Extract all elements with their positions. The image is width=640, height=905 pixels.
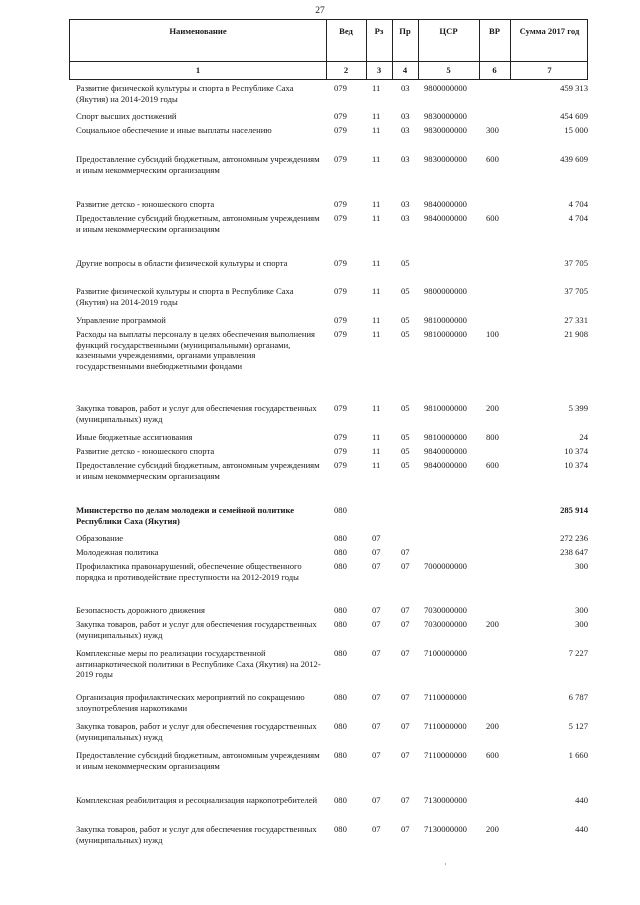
row-vr: 200 [486, 619, 499, 629]
row-ved: 080 [334, 561, 347, 571]
row-name: Комплексная реабилитация и ресоциализация наркопотребителей [76, 795, 318, 805]
row-ved: 080 [334, 533, 347, 543]
row-name: Закупка товаров, работ и услуг для обеспечения государственных (муниципальных) нужд [76, 721, 317, 742]
row-vr: 300 [486, 125, 499, 135]
row-vr: 600 [486, 460, 499, 470]
row-name: Организация профилактических мероприятий по сокращению злоупотребления наркотиками [76, 692, 305, 713]
row-rz: 11 [372, 83, 381, 93]
row-csr: 7030000000 [424, 619, 467, 629]
row-name: Предоставление субсидий бюджетным, автономным учреждениям и иным некоммерческим организациям [76, 154, 320, 175]
row-sum: 5 399 [568, 403, 588, 413]
page-number: 27 [315, 6, 325, 16]
row-name: Предоставление субсидий бюджетным, автономным учреждениям и иным некоммерческим организациям [76, 460, 320, 481]
row-rz: 11 [372, 446, 381, 456]
row-csr: 9810000000 [424, 329, 467, 339]
row-pr: 07 [401, 795, 410, 805]
header-col-number: 3 [376, 65, 382, 75]
row-pr: 05 [401, 403, 410, 413]
row-sum: 238 647 [560, 547, 588, 557]
row-ved: 079 [334, 258, 347, 268]
row-csr: 9830000000 [424, 125, 467, 135]
row-pr: 05 [401, 258, 410, 268]
row-rz: 11 [372, 154, 381, 164]
row-ved: 079 [334, 432, 347, 442]
header-col-number: 6 [492, 65, 497, 75]
row-name: Управление программой [76, 315, 166, 325]
row-rz: 07 [372, 692, 381, 702]
row-ved: 079 [334, 111, 347, 121]
row-rz: 11 [372, 199, 381, 209]
row-sum: 15 000 [564, 125, 588, 135]
row-pr: 05 [401, 432, 410, 442]
row-ved: 079 [334, 329, 347, 339]
row-csr: 7110000000 [424, 692, 467, 702]
row-name: Образование [76, 533, 124, 543]
row-pr: 03 [401, 111, 410, 121]
row-name: Развитие физической культуры и спорта в Республике Саха (Якутия) на 2014-2019 годы [76, 83, 294, 104]
row-sum: 439 609 [560, 154, 588, 164]
row-rz: 11 [372, 111, 381, 121]
row-rz: 11 [372, 460, 381, 470]
row-csr: 7030000000 [424, 605, 467, 615]
row-pr: 05 [401, 329, 410, 339]
row-sum: 21 908 [564, 329, 588, 339]
header-ved: Вед [339, 26, 353, 36]
row-ved: 080 [334, 795, 347, 805]
row-sum: 6 787 [568, 692, 588, 702]
row-sum: 37 705 [564, 258, 588, 268]
row-sum: 4 704 [568, 199, 588, 209]
row-ved: 079 [334, 213, 347, 223]
row-pr: 07 [401, 619, 410, 629]
row-csr: 9840000000 [424, 213, 467, 223]
row-csr: 9800000000 [424, 83, 467, 93]
row-sum: 459 313 [560, 83, 588, 93]
row-csr: 7100000000 [424, 648, 467, 658]
header-col-number: 2 [343, 65, 349, 75]
row-csr: 7130000000 [424, 795, 467, 805]
row-csr: 9830000000 [424, 111, 467, 121]
row-name: Спорт высших достижений [76, 111, 177, 121]
row-csr: 9830000000 [424, 154, 467, 164]
row-vr: 800 [486, 432, 499, 442]
row-ved: 079 [334, 154, 347, 164]
row-ved: 080 [334, 605, 347, 615]
row-rz: 11 [372, 432, 381, 442]
row-pr: 05 [401, 460, 410, 470]
row-rz: 11 [372, 286, 381, 296]
row-ved: 079 [334, 446, 347, 456]
row-name: Закупка товаров, работ и услуг для обеспечения государственных (муниципальных) нужд [76, 619, 317, 640]
row-sum: 37 705 [564, 286, 588, 296]
row-sum: 300 [575, 561, 588, 571]
row-ved: 080 [334, 750, 347, 760]
row-name: Предоставление субсидий бюджетным, автономным учреждениям и иным некоммерческим организациям [76, 213, 320, 234]
row-ved: 080 [334, 505, 347, 515]
row-name: Иные бюджетные ассигнования [76, 432, 193, 442]
row-name: Профилактика правонарушений, обеспечение общественного порядка и противодействие преступности на 2012-2019 годы [76, 561, 302, 582]
header-pr: Пр [399, 26, 411, 36]
header-sum: Сумма 2017 год [519, 26, 580, 36]
row-name: Развитие детско - юношеского спорта [76, 446, 215, 456]
row-name: Другие вопросы в области физической культуры и спорта [76, 258, 288, 268]
row-name: Министерство по делам молодежи и семейной политике Республики Саха (Якутия) [76, 505, 295, 526]
row-csr: 9810000000 [424, 432, 467, 442]
row-rz: 07 [372, 619, 381, 629]
row-csr: 9810000000 [424, 403, 467, 413]
row-pr: 07 [401, 692, 410, 702]
row-vr: 200 [486, 721, 499, 731]
row-pr: 05 [401, 286, 410, 296]
row-csr: 7110000000 [424, 750, 467, 760]
row-rz: 07 [372, 605, 381, 615]
row-name: Безопасность дорожного движения [76, 605, 205, 615]
row-pr: 03 [401, 83, 410, 93]
row-name: Социальное обеспечение и иные выплаты населению [76, 125, 272, 135]
row-ved: 080 [334, 692, 347, 702]
row-ved: 080 [334, 824, 347, 834]
row-csr: 9840000000 [424, 446, 467, 456]
row-vr: 600 [486, 213, 499, 223]
row-sum: 10 374 [564, 446, 588, 456]
row-rz: 11 [372, 213, 381, 223]
row-pr: 03 [401, 125, 410, 135]
scan-dot-mark: · [444, 860, 447, 869]
row-ved: 080 [334, 648, 347, 658]
header-name: Наименование [169, 26, 227, 36]
row-name: Закупка товаров, работ и услуг для обеспечения государственных (муниципальных) нужд [76, 824, 317, 845]
row-ved: 079 [334, 460, 347, 470]
row-name: Расходы на выплаты персоналу в целях обеспечения выполнения функций государственными (муниципальными) органами, казенными учреждениями, органами управления государственными внебюджетными фондами [76, 329, 316, 371]
header-csr: ЦСР [439, 26, 458, 36]
row-sum: 27 331 [564, 315, 588, 325]
row-sum: 285 914 [560, 505, 588, 515]
row-ved: 079 [334, 199, 347, 209]
row-sum: 1 660 [568, 750, 588, 760]
row-sum: 272 236 [560, 533, 588, 543]
row-rz: 07 [372, 721, 381, 731]
row-pr: 07 [401, 547, 410, 557]
row-rz: 07 [372, 533, 381, 543]
row-rz: 11 [372, 403, 381, 413]
row-pr: 03 [401, 213, 410, 223]
row-name: Комплексные меры по реализации государственной антинаркотической политики в Республике Саха (Якутия) на 2012-2019 годы [76, 648, 321, 679]
row-csr: 9810000000 [424, 315, 467, 325]
row-rz: 07 [372, 561, 381, 571]
header-rz: Рз [374, 26, 384, 36]
row-ved: 079 [334, 125, 347, 135]
row-sum: 10 374 [564, 460, 588, 470]
row-pr: 07 [401, 648, 410, 658]
row-csr: 7110000000 [424, 721, 467, 731]
row-rz: 11 [372, 329, 381, 339]
header-col-number: 4 [402, 65, 408, 75]
row-sum: 5 127 [568, 721, 588, 731]
row-pr: 05 [401, 446, 410, 456]
row-pr: 07 [401, 721, 410, 731]
row-name: Развитие физической культуры и спорта в Республике Саха (Якутия) на 2014-2019 годы [76, 286, 294, 307]
row-name: Молодежная политика [76, 547, 159, 557]
row-vr: 600 [486, 750, 499, 760]
header-col-number: 7 [547, 65, 552, 75]
row-rz: 11 [372, 125, 381, 135]
row-ved: 080 [334, 547, 347, 557]
row-sum: 24 [579, 432, 588, 442]
row-name: Закупка товаров, работ и услуг для обеспечения государственных (муниципальных) нужд [76, 403, 317, 424]
row-sum: 300 [575, 619, 588, 629]
row-pr: 05 [401, 315, 410, 325]
row-vr: 200 [486, 824, 499, 834]
row-sum: 440 [575, 795, 588, 805]
row-rz: 07 [372, 547, 381, 557]
row-rz: 07 [372, 795, 381, 805]
row-ved: 080 [334, 721, 347, 731]
row-sum: 4 704 [568, 213, 588, 223]
row-ved: 079 [334, 403, 347, 413]
row-csr: 9840000000 [424, 199, 467, 209]
header-col-number: 1 [195, 65, 201, 75]
row-rz: 07 [372, 648, 381, 658]
row-sum: 440 [575, 824, 588, 834]
row-vr: 100 [486, 329, 499, 339]
row-vr: 600 [486, 154, 499, 164]
row-name: Предоставление субсидий бюджетным, автономным учреждениям и иным некоммерческим организациям [76, 750, 320, 771]
row-pr: 03 [401, 154, 410, 164]
row-pr: 03 [401, 199, 410, 209]
row-pr: 07 [401, 750, 410, 760]
row-rz: 11 [372, 258, 381, 268]
row-pr: 07 [401, 605, 410, 615]
row-name: Развитие детско - юношеского спорта [76, 199, 215, 209]
row-csr: 7000000000 [424, 561, 467, 571]
row-csr: 9800000000 [424, 286, 467, 296]
row-ved: 079 [334, 315, 347, 325]
row-rz: 07 [372, 824, 381, 834]
row-rz: 11 [372, 315, 381, 325]
row-ved: 080 [334, 619, 347, 629]
row-sum: 454 609 [560, 111, 588, 121]
row-csr: 7130000000 [424, 824, 467, 834]
row-ved: 079 [334, 83, 347, 93]
row-vr: 200 [486, 403, 499, 413]
header-vr: ВР [489, 26, 500, 36]
row-sum: 7 227 [568, 648, 588, 658]
row-pr: 07 [401, 824, 410, 834]
header-col-number: 5 [446, 65, 451, 75]
row-ved: 079 [334, 286, 347, 296]
row-csr: 9840000000 [424, 460, 467, 470]
row-pr: 07 [401, 561, 410, 571]
row-sum: 300 [575, 605, 588, 615]
row-rz: 07 [372, 750, 381, 760]
